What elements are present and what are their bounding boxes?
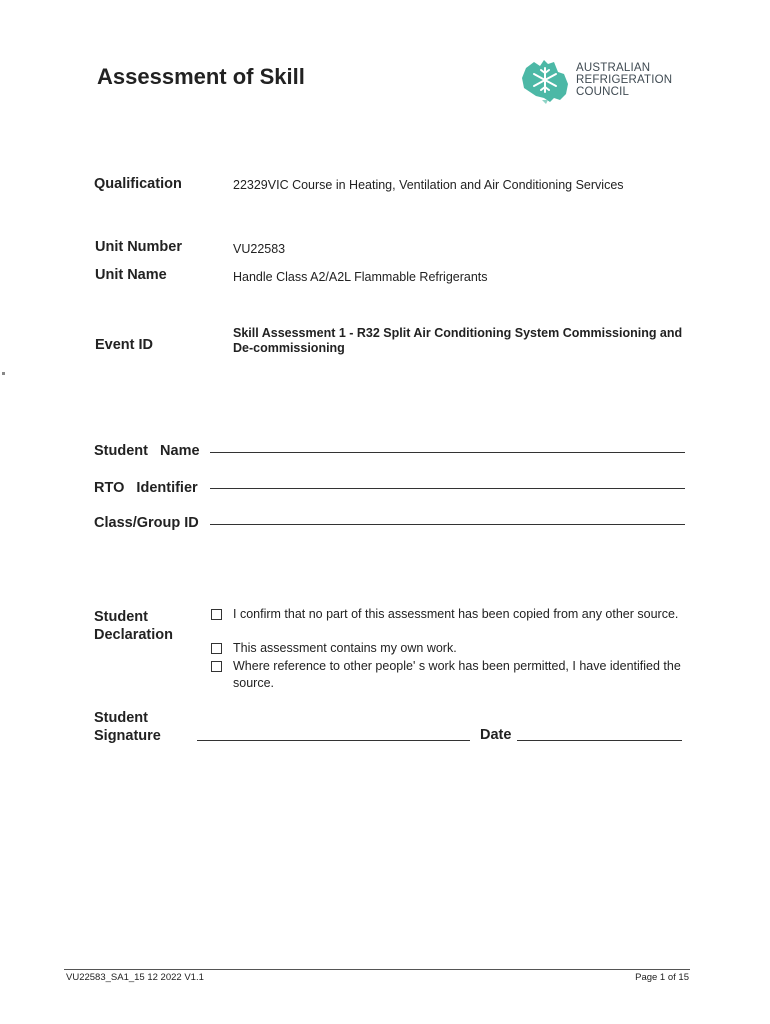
declaration-checkbox-3[interactable]: [211, 661, 222, 672]
footer-divider: [64, 969, 690, 970]
logo-line-2: REFRIGERATION: [576, 74, 673, 86]
signature-label-line-1: Student: [94, 710, 148, 726]
declaration-item: [211, 640, 691, 658]
declaration-label-line-1: Student: [94, 609, 148, 625]
declaration-label-line-2: Declaration: [94, 627, 173, 643]
qualification-label: Qualification: [94, 176, 182, 192]
signature-label-line-2: Signature: [94, 728, 161, 744]
declaration-item: [211, 658, 691, 694]
event-id-value: Skill Assessment 1 - R32 Split Air Conditioning System Commissioning and De-commissioning: [233, 326, 683, 355]
footer-page-number: Page 1 of 15: [635, 972, 689, 983]
declaration-checkbox-1[interactable]: [211, 609, 222, 620]
arc-logo: [520, 58, 690, 106]
logo-line-1: AUSTRALIAN: [576, 62, 651, 74]
class-group-label: Class/Group ID: [94, 515, 199, 531]
australia-snowflake-icon: [520, 58, 572, 106]
footer-doc-code: VU22583_SA1_15 12 2022 V1.1: [66, 972, 204, 983]
student-name-label: Student Name: [94, 443, 200, 459]
event-id-label: Event ID: [95, 337, 154, 353]
qualification-value: 22329VIC Course in Heating, Ventilation and Air Conditioning Services: [233, 178, 624, 192]
unit-number-value: VU22583: [233, 242, 286, 256]
declaration-checkbox-2[interactable]: [211, 643, 222, 654]
declaration-text-2: This assessment contains my own work.: [233, 641, 457, 655]
declaration-item: [211, 606, 691, 642]
date-label: Date: [480, 727, 512, 743]
student-name-field[interactable]: [210, 452, 685, 453]
page-title: Assessment of Skill: [97, 64, 305, 89]
date-field[interactable]: [517, 740, 682, 741]
margin-mark: [2, 372, 5, 375]
rto-identifier-label: RTO Identifier: [94, 480, 198, 496]
declaration-text-1: I confirm that no part of this assessment has been copied from any other source.: [233, 607, 679, 621]
unit-name-value: Handle Class A2/A2L Flammable Refrigerants: [233, 270, 488, 284]
declaration-text-3: Where reference to other people' s work has been permitted, I have identified the source.: [233, 659, 681, 690]
rto-identifier-field[interactable]: [210, 488, 685, 489]
logo-line-3: COUNCIL: [576, 86, 630, 98]
unit-number-label: Unit Number: [95, 239, 182, 255]
class-group-field[interactable]: [210, 524, 685, 525]
unit-name-label: Unit Name: [95, 267, 167, 283]
signature-field[interactable]: [197, 740, 470, 741]
